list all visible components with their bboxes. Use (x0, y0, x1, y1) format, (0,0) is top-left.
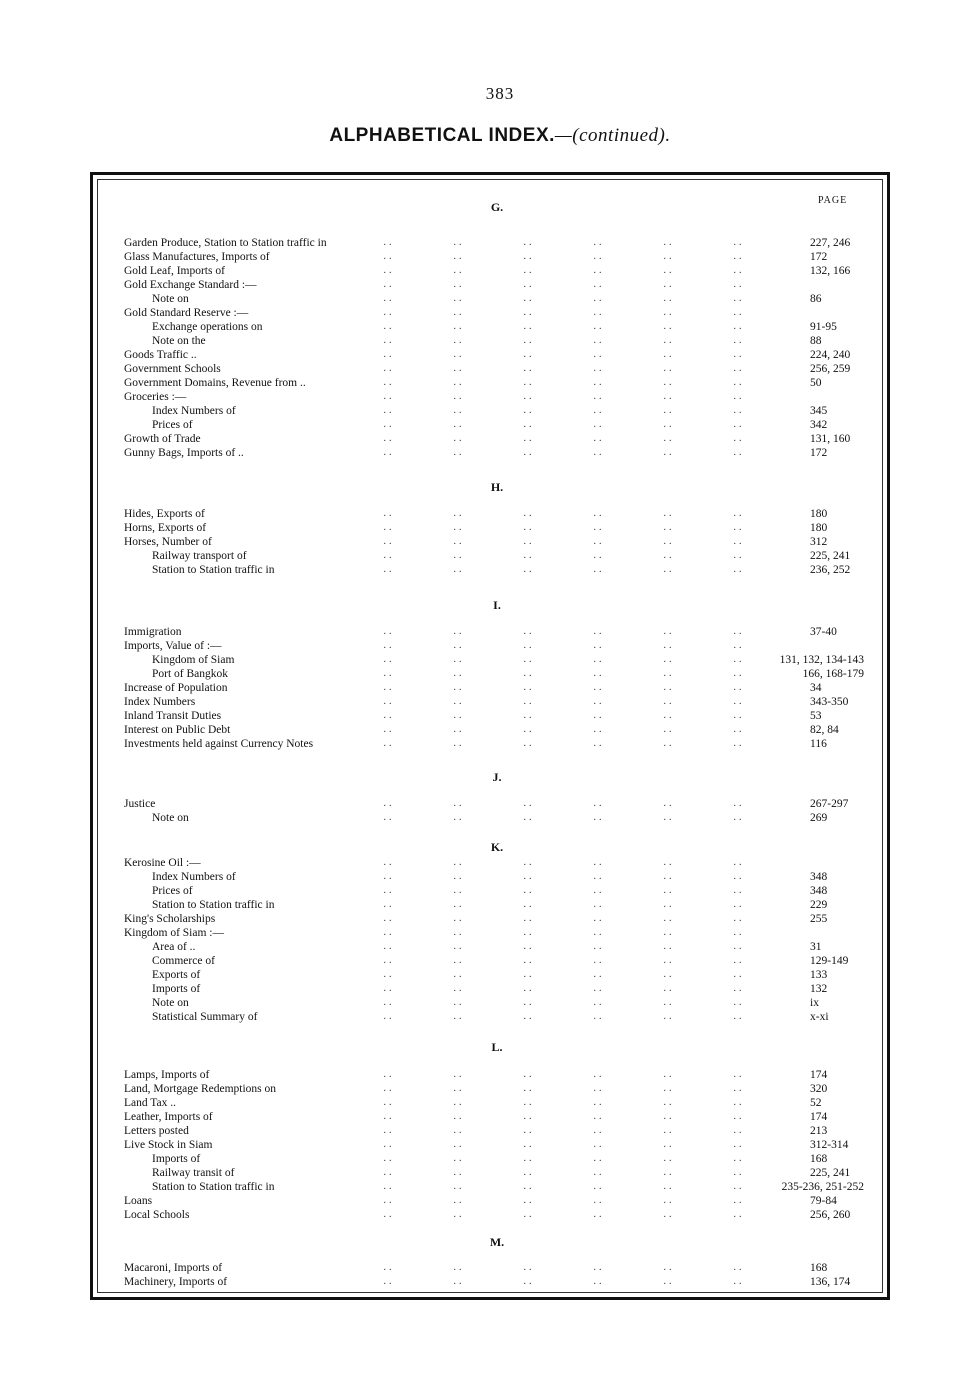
index-entry (124, 898, 872, 912)
leader-dots: .. .. .. .. .. .. (383, 696, 745, 707)
entry-pages: 312-314 (810, 1139, 849, 1151)
entry-pages: 227, 246 (810, 237, 851, 249)
entry-label: Station to Station traffic in (152, 1181, 275, 1193)
entry-label: Kingdom of Siam (152, 654, 235, 666)
entry-pages: 229 (810, 899, 828, 911)
entry-label: King's Scholarships (124, 913, 216, 925)
entry-label: Leather, Imports of (124, 1111, 213, 1123)
index-entry (124, 507, 872, 521)
entry-label: Horns, Exports of (124, 522, 207, 534)
entry-label: Increase of Population (124, 682, 228, 694)
index-entry (124, 926, 872, 940)
entry-label: Port of Bangkok (152, 668, 229, 680)
index-entry (124, 1261, 872, 1275)
entry-label: Railway transport of (152, 550, 247, 562)
entry-pages: 348 (810, 885, 828, 897)
entry-label: Index Numbers (124, 696, 196, 708)
entry-label: Exchange operations on (152, 321, 263, 333)
index-entry (124, 521, 872, 535)
index-entry (124, 1110, 872, 1124)
leader-dots: .. .. .. .. .. .. (383, 419, 745, 430)
entry-pages: 31 (810, 941, 822, 953)
index-entry (124, 1166, 872, 1180)
leader-dots: .. .. .. .. .. .. (383, 1153, 745, 1164)
leader-dots: .. .. .. .. .. .. (383, 1209, 745, 1220)
leader-dots: .. .. .. .. .. .. (383, 1083, 745, 1094)
entry-pages: 88 (810, 335, 822, 347)
index-entry (124, 334, 872, 348)
entry-label: Live Stock in Siam (124, 1139, 213, 1151)
leader-dots: .. .. .. .. .. .. (383, 1069, 745, 1080)
entry-label: Index Numbers of (152, 405, 236, 417)
page-title (0, 125, 965, 147)
leader-dots: .. .. .. .. .. .. (383, 682, 745, 693)
leader-dots: .. .. .. .. .. .. (383, 1139, 745, 1150)
leader-dots: .. .. .. .. .. .. (383, 447, 745, 458)
index-entry (124, 797, 872, 811)
entry-label: Prices of (152, 419, 193, 431)
leader-dots: .. .. .. .. .. .. (383, 293, 745, 304)
leader-dots: .. .. .. .. .. .. (383, 812, 745, 823)
entry-label: Gold Standard Reserve :— (124, 307, 249, 319)
leader-dots: .. .. .. .. .. .. (383, 885, 745, 896)
leader-dots: .. .. .. .. .. .. (383, 927, 745, 938)
leader-dots: .. .. .. .. .. .. (383, 654, 745, 665)
index-entry (124, 446, 872, 460)
entry-label: Imports of (152, 1153, 201, 1165)
entry-label: Railway transit of (152, 1167, 235, 1179)
index-entry (124, 870, 872, 884)
index-entry (124, 1275, 872, 1289)
entry-pages: 53 (810, 710, 822, 722)
entry-label: Index Numbers of (152, 871, 236, 883)
index-entry (124, 1208, 872, 1222)
page-number: 383 (485, 84, 515, 103)
index-entry (124, 432, 872, 446)
index-entry (124, 1152, 872, 1166)
index-entry (124, 535, 872, 549)
entry-label: Justice (124, 798, 156, 810)
leader-dots: .. .. .. .. .. .. (383, 969, 745, 980)
entry-label: Note on (152, 812, 189, 824)
entry-pages: 132, 166 (810, 265, 851, 277)
entry-label: Land Tax .. (124, 1097, 176, 1109)
entry-label: Station to Station traffic in (152, 564, 275, 576)
index-entry (124, 404, 872, 418)
entry-label: Station to Station traffic in (152, 899, 275, 911)
index-entry (124, 954, 872, 968)
entry-label: Glass Manufactures, Imports of (124, 251, 270, 263)
entry-pages: 86 (810, 293, 822, 305)
leader-dots: .. .. .. .. .. .. (383, 335, 745, 346)
leader-dots: .. .. .. .. .. .. (383, 550, 745, 561)
index-entry (124, 1082, 872, 1096)
leader-dots: .. .. .. .. .. .. (383, 798, 745, 809)
entry-pages: 79-84 (810, 1195, 837, 1207)
entry-pages: 131, 132, 134-143 (779, 654, 864, 666)
leader-dots: .. .. .. .. .. .. (383, 640, 745, 651)
entry-pages: 50 (810, 377, 822, 389)
leader-dots: .. .. .. .. .. .. (383, 363, 745, 374)
entry-pages: 133 (810, 969, 828, 981)
section-letter: K. (490, 840, 504, 854)
leader-dots: .. .. .. .. .. .. (383, 522, 745, 533)
entry-label: Area of .. (152, 941, 196, 953)
leader-dots: .. .. .. .. .. .. (383, 377, 745, 388)
leader-dots: .. .. .. .. .. .. (383, 1195, 745, 1206)
leader-dots: .. .. .. .. .. .. (383, 955, 745, 966)
entry-pages: 255 (810, 913, 828, 925)
leader-dots: .. .. .. .. .. .. (383, 307, 745, 318)
leader-dots: .. .. .. .. .. .. (383, 899, 745, 910)
entry-pages: 180 (810, 522, 828, 534)
index-entry (124, 625, 872, 639)
entry-label: Gold Exchange Standard :— (124, 279, 257, 291)
leader-dots: .. .. .. .. .. .. (383, 508, 745, 519)
leader-dots: .. .. .. .. .. .. (383, 857, 745, 868)
index-entry (124, 306, 872, 320)
entry-label: Immigration (124, 626, 182, 638)
entry-label: Interest on Public Debt (124, 724, 231, 736)
index-entry (124, 639, 872, 653)
entry-label: Imports, Value of :— (124, 640, 222, 652)
index-entry (124, 1096, 872, 1110)
entry-pages: 166, 168-179 (802, 668, 864, 680)
entry-pages: 345 (810, 405, 828, 417)
entry-label: Imports of (152, 983, 201, 995)
entry-pages: 225, 241 (810, 1167, 851, 1179)
leader-dots: .. .. .. .. .. .. (383, 724, 745, 735)
index-entry (124, 264, 872, 278)
leader-dots: .. .. .. .. .. .. (383, 1125, 745, 1136)
leader-dots: .. .. .. .. .. .. (383, 1097, 745, 1108)
entry-label: Gunny Bags, Imports of .. (124, 447, 244, 459)
index-entry (124, 811, 872, 825)
leader-dots: .. .. .. .. .. .. (383, 237, 745, 248)
leader-dots: .. .. .. .. .. .. (383, 564, 745, 575)
leader-dots: .. .. .. .. .. .. (383, 1111, 745, 1122)
entry-label: Inland Transit Duties (124, 710, 222, 722)
entry-pages: 225, 241 (810, 550, 851, 562)
entry-pages: 236, 252 (810, 564, 851, 576)
index-entry (124, 418, 872, 432)
entry-label: Exports of (152, 969, 201, 981)
index-entry (124, 709, 872, 723)
entry-pages: 168 (810, 1153, 828, 1165)
leader-dots: .. .. .. .. .. .. (383, 433, 745, 444)
index-entry (124, 737, 872, 751)
leader-dots: .. .. .. .. .. .. (383, 738, 745, 749)
section-letter: G. (490, 200, 504, 214)
entry-pages: 343-350 (810, 696, 849, 708)
index-entry (124, 1180, 872, 1194)
entry-label: Macaroni, Imports of (124, 1262, 223, 1274)
entry-pages: 267-297 (810, 798, 849, 810)
entry-pages: 269 (810, 812, 828, 824)
entry-pages: ix (810, 997, 819, 1009)
entry-label: Garden Produce, Station to Station traffic in (124, 237, 327, 249)
entry-label: Growth of Trade (124, 433, 201, 445)
index-entry (124, 390, 872, 404)
entry-pages: 132 (810, 983, 828, 995)
leader-dots: .. .. .. .. .. .. (383, 251, 745, 262)
leader-dots: .. .. .. .. .. .. (383, 1262, 745, 1273)
entry-label: Horses, Number of (124, 536, 212, 548)
entry-pages: 348 (810, 871, 828, 883)
entry-pages: 82, 84 (810, 724, 839, 736)
entry-pages: 52 (810, 1097, 822, 1109)
leader-dots: .. .. .. .. .. .. (383, 710, 745, 721)
index-entry (124, 236, 872, 250)
leader-dots: .. .. .. .. .. .. (383, 668, 745, 679)
leader-dots: .. .. .. .. .. .. (383, 405, 745, 416)
index-entry (124, 320, 872, 334)
leader-dots: .. .. .. .. .. .. (383, 321, 745, 332)
index-entry (124, 362, 872, 376)
section-letter: H. (490, 480, 504, 494)
index-entry (124, 681, 872, 695)
section-letter: J. (492, 770, 502, 784)
index-entry (124, 563, 872, 577)
index-entry (124, 912, 872, 926)
leader-dots: .. .. .. .. .. .. (383, 536, 745, 547)
entry-pages: 256, 259 (810, 363, 851, 375)
leader-dots: .. .. .. .. .. .. (383, 349, 745, 360)
entry-label: Local Schools (124, 1209, 190, 1221)
index-entry (124, 549, 872, 563)
index-entry (124, 856, 872, 870)
index-entry (124, 996, 872, 1010)
section-letter: L. (491, 1040, 503, 1054)
leader-dots: .. .. .. .. .. .. (383, 871, 745, 882)
entry-pages: 136, 174 (810, 1276, 851, 1288)
index-entry (124, 667, 872, 681)
entry-pages: 116 (810, 738, 827, 750)
entry-label: Note on (152, 997, 189, 1009)
leader-dots: .. .. .. .. .. .. (383, 913, 745, 924)
entry-pages: 312 (810, 536, 828, 548)
leader-dots: .. .. .. .. .. .. (383, 279, 745, 290)
index-entry (124, 292, 872, 306)
entry-pages: 342 (810, 419, 828, 431)
entry-pages: 168 (810, 1262, 828, 1274)
entry-label: Commerce of (152, 955, 215, 967)
entry-pages: 320 (810, 1083, 828, 1095)
section-letter: M. (489, 1235, 505, 1249)
entry-pages: 37-40 (810, 626, 837, 638)
section-letter: I. (493, 598, 501, 612)
index-entry (124, 1068, 872, 1082)
leader-dots: .. .. .. .. .. .. (383, 391, 745, 402)
leader-dots: .. .. .. .. .. .. (383, 626, 745, 637)
entry-pages: 213 (810, 1125, 828, 1137)
entry-pages: 34 (810, 682, 822, 694)
entry-pages: x-xi (810, 1011, 829, 1023)
index-entry (124, 695, 872, 709)
entry-label: Note on (152, 293, 189, 305)
index-entry (124, 653, 872, 667)
entry-label: Prices of (152, 885, 193, 897)
entry-label: Machinery, Imports of (124, 1276, 228, 1288)
index-entry (124, 884, 872, 898)
entry-label: Goods Traffic .. (124, 349, 197, 361)
entry-label: Investments held against Currency Notes (124, 738, 314, 750)
entry-label: Note on the (152, 335, 206, 347)
entry-pages: 235-236, 251-252 (781, 1181, 864, 1193)
leader-dots: .. .. .. .. .. .. (383, 1167, 745, 1178)
page-column-header: PAGE (818, 195, 848, 206)
index-entry (124, 250, 872, 264)
entry-pages: 180 (810, 508, 828, 520)
index-entry (124, 982, 872, 996)
entry-pages: 172 (810, 251, 828, 263)
entry-label: Government Schools (124, 363, 221, 375)
entry-label: Loans (124, 1195, 153, 1207)
entry-pages: 174 (810, 1069, 828, 1081)
title-continued: —(continued). (554, 125, 671, 146)
entry-label: Kerosine Oil :— (124, 857, 201, 869)
entry-pages: 91-95 (810, 321, 837, 333)
entry-label: Statistical Summary of (152, 1011, 258, 1023)
title-main: ALPHABETICAL INDEX. (329, 125, 555, 146)
entry-label: Hides, Exports of (124, 508, 205, 520)
entry-label: Lamps, Imports of (124, 1069, 210, 1081)
entry-pages: 129-149 (810, 955, 849, 967)
index-entry (124, 278, 872, 292)
leader-dots: .. .. .. .. .. .. (383, 1181, 745, 1192)
leader-dots: .. .. .. .. .. .. (383, 1276, 745, 1287)
entry-pages: 256, 260 (810, 1209, 851, 1221)
entry-pages: 174 (810, 1111, 828, 1123)
index-entry (124, 723, 872, 737)
index-entry (124, 1138, 872, 1152)
index-entry (124, 1194, 872, 1208)
entry-label: Land, Mortgage Redemptions on (124, 1083, 277, 1095)
leader-dots: .. .. .. .. .. .. (383, 983, 745, 994)
index-entry (124, 348, 872, 362)
leader-dots: .. .. .. .. .. .. (383, 997, 745, 1008)
entry-label: Kingdom of Siam :— (124, 927, 224, 939)
leader-dots: .. .. .. .. .. .. (383, 265, 745, 276)
leader-dots: .. .. .. .. .. .. (383, 941, 745, 952)
index-entry (124, 940, 872, 954)
entry-label: Groceries :— (124, 391, 187, 403)
index-entry (124, 376, 872, 390)
leader-dots: .. .. .. .. .. .. (383, 1011, 745, 1022)
entry-pages: 131, 160 (810, 433, 851, 445)
index-entry (124, 1124, 872, 1138)
entry-label: Gold Leaf, Imports of (124, 265, 225, 277)
index-entry (124, 968, 872, 982)
entry-pages: 172 (810, 447, 828, 459)
entry-label: Letters posted (124, 1125, 189, 1137)
entry-label: Government Domains, Revenue from .. (124, 377, 306, 389)
index-entry (124, 1010, 872, 1024)
entry-pages: 224, 240 (810, 349, 851, 361)
